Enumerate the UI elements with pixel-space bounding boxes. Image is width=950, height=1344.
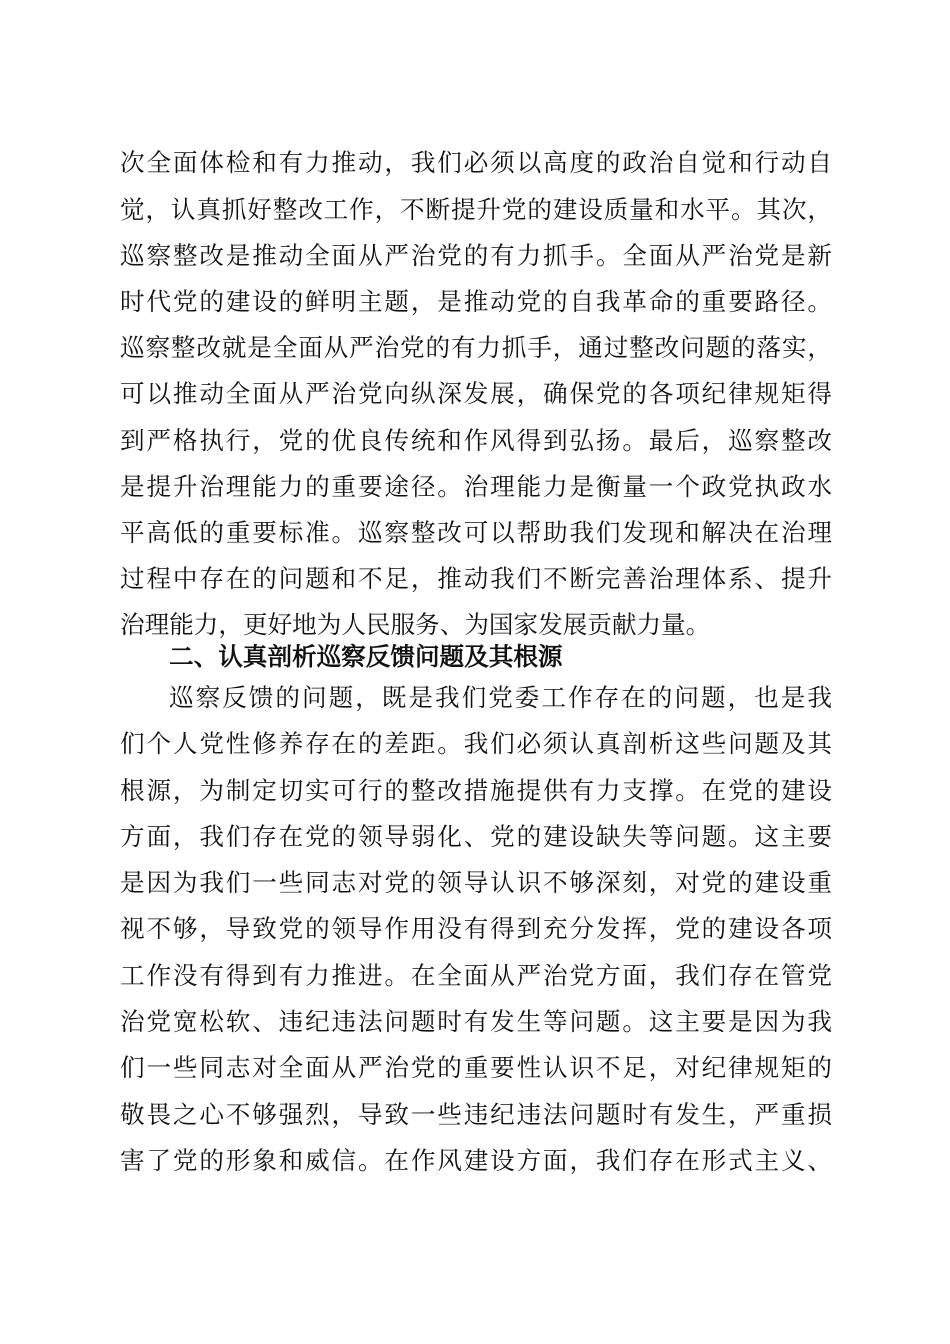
paragraph-line: 是提升治理能力的重要途径。治理能力是衡量一个政党执政水 — [120, 472, 832, 501]
paragraph-line: 治党宽松软、违纪违法问题时有发生等问题。这主要是因为我 — [120, 1007, 832, 1036]
paragraph-line: 平高低的重要标准。巡察整改可以帮助我们发现和解决在治理 — [120, 518, 832, 547]
paragraph-line: 次全面体检和有力推动，我们必须以高度的政治自觉和行动自 — [120, 148, 832, 177]
paragraph-line: 们个人党性修养存在的差距。我们必须认真剖析这些问题及其 — [120, 729, 832, 758]
paragraph-line: 是因为我们一些同志对党的领导认识不够深刻，对党的建设重 — [120, 868, 832, 897]
paragraph-line: 巡察反馈的问题，既是我们党委工作存在的问题，也是我 — [169, 683, 832, 712]
paragraph-line: 巡察整改是推动全面从严治党的有力抓手。全面从严治党是新 — [120, 241, 832, 270]
paragraph-line: 视不够，导致党的领导作用没有得到充分发挥，党的建设各项 — [120, 914, 832, 943]
paragraph-line: 时代党的建设的鲜明主题，是推动党的自我革命的重要路径。 — [120, 287, 832, 316]
paragraph-line: 治理能力，更好地为人民服务、为国家发展贡献力量。 — [120, 610, 711, 639]
paragraph-line: 觉，认真抓好整改工作，不断提升党的建设质量和水平。其次， — [120, 195, 832, 224]
paragraph-line: 们一些同志对全面从严治党的重要性认识不足，对纪律规矩的 — [120, 1053, 832, 1082]
paragraph-line: 害了党的形象和威信。在作风建设方面，我们存在形式主义、 — [120, 1146, 832, 1175]
paragraph-line: 根源，为制定切实可行的整改措施提供有力支撑。在党的建设 — [120, 776, 832, 805]
paragraph-line: 工作没有得到有力推进。在全面从严治党方面，我们存在管党 — [120, 961, 832, 990]
paragraph-line: 可以推动全面从严治党向纵深发展，确保党的各项纪律规矩得 — [120, 379, 832, 408]
paragraph-line: 过程中存在的问题和不足，推动我们不断完善治理体系、提升 — [120, 564, 832, 593]
paragraph-line: 到严格执行，党的优良传统和作风得到弘扬。最后，巡察整改 — [120, 426, 832, 455]
paragraph-line: 方面，我们存在党的领导弱化、党的建设缺失等问题。这主要 — [120, 822, 832, 851]
section-heading: 二、认真剖析巡察反馈问题及其根源 — [169, 642, 563, 671]
paragraph-line: 巡察整改就是全面从严治党的有力抓手，通过整改问题的落实， — [120, 333, 832, 362]
paragraph-line: 敬畏之心不够强烈，导致一些违纪违法问题时有发生，严重损 — [120, 1100, 832, 1129]
